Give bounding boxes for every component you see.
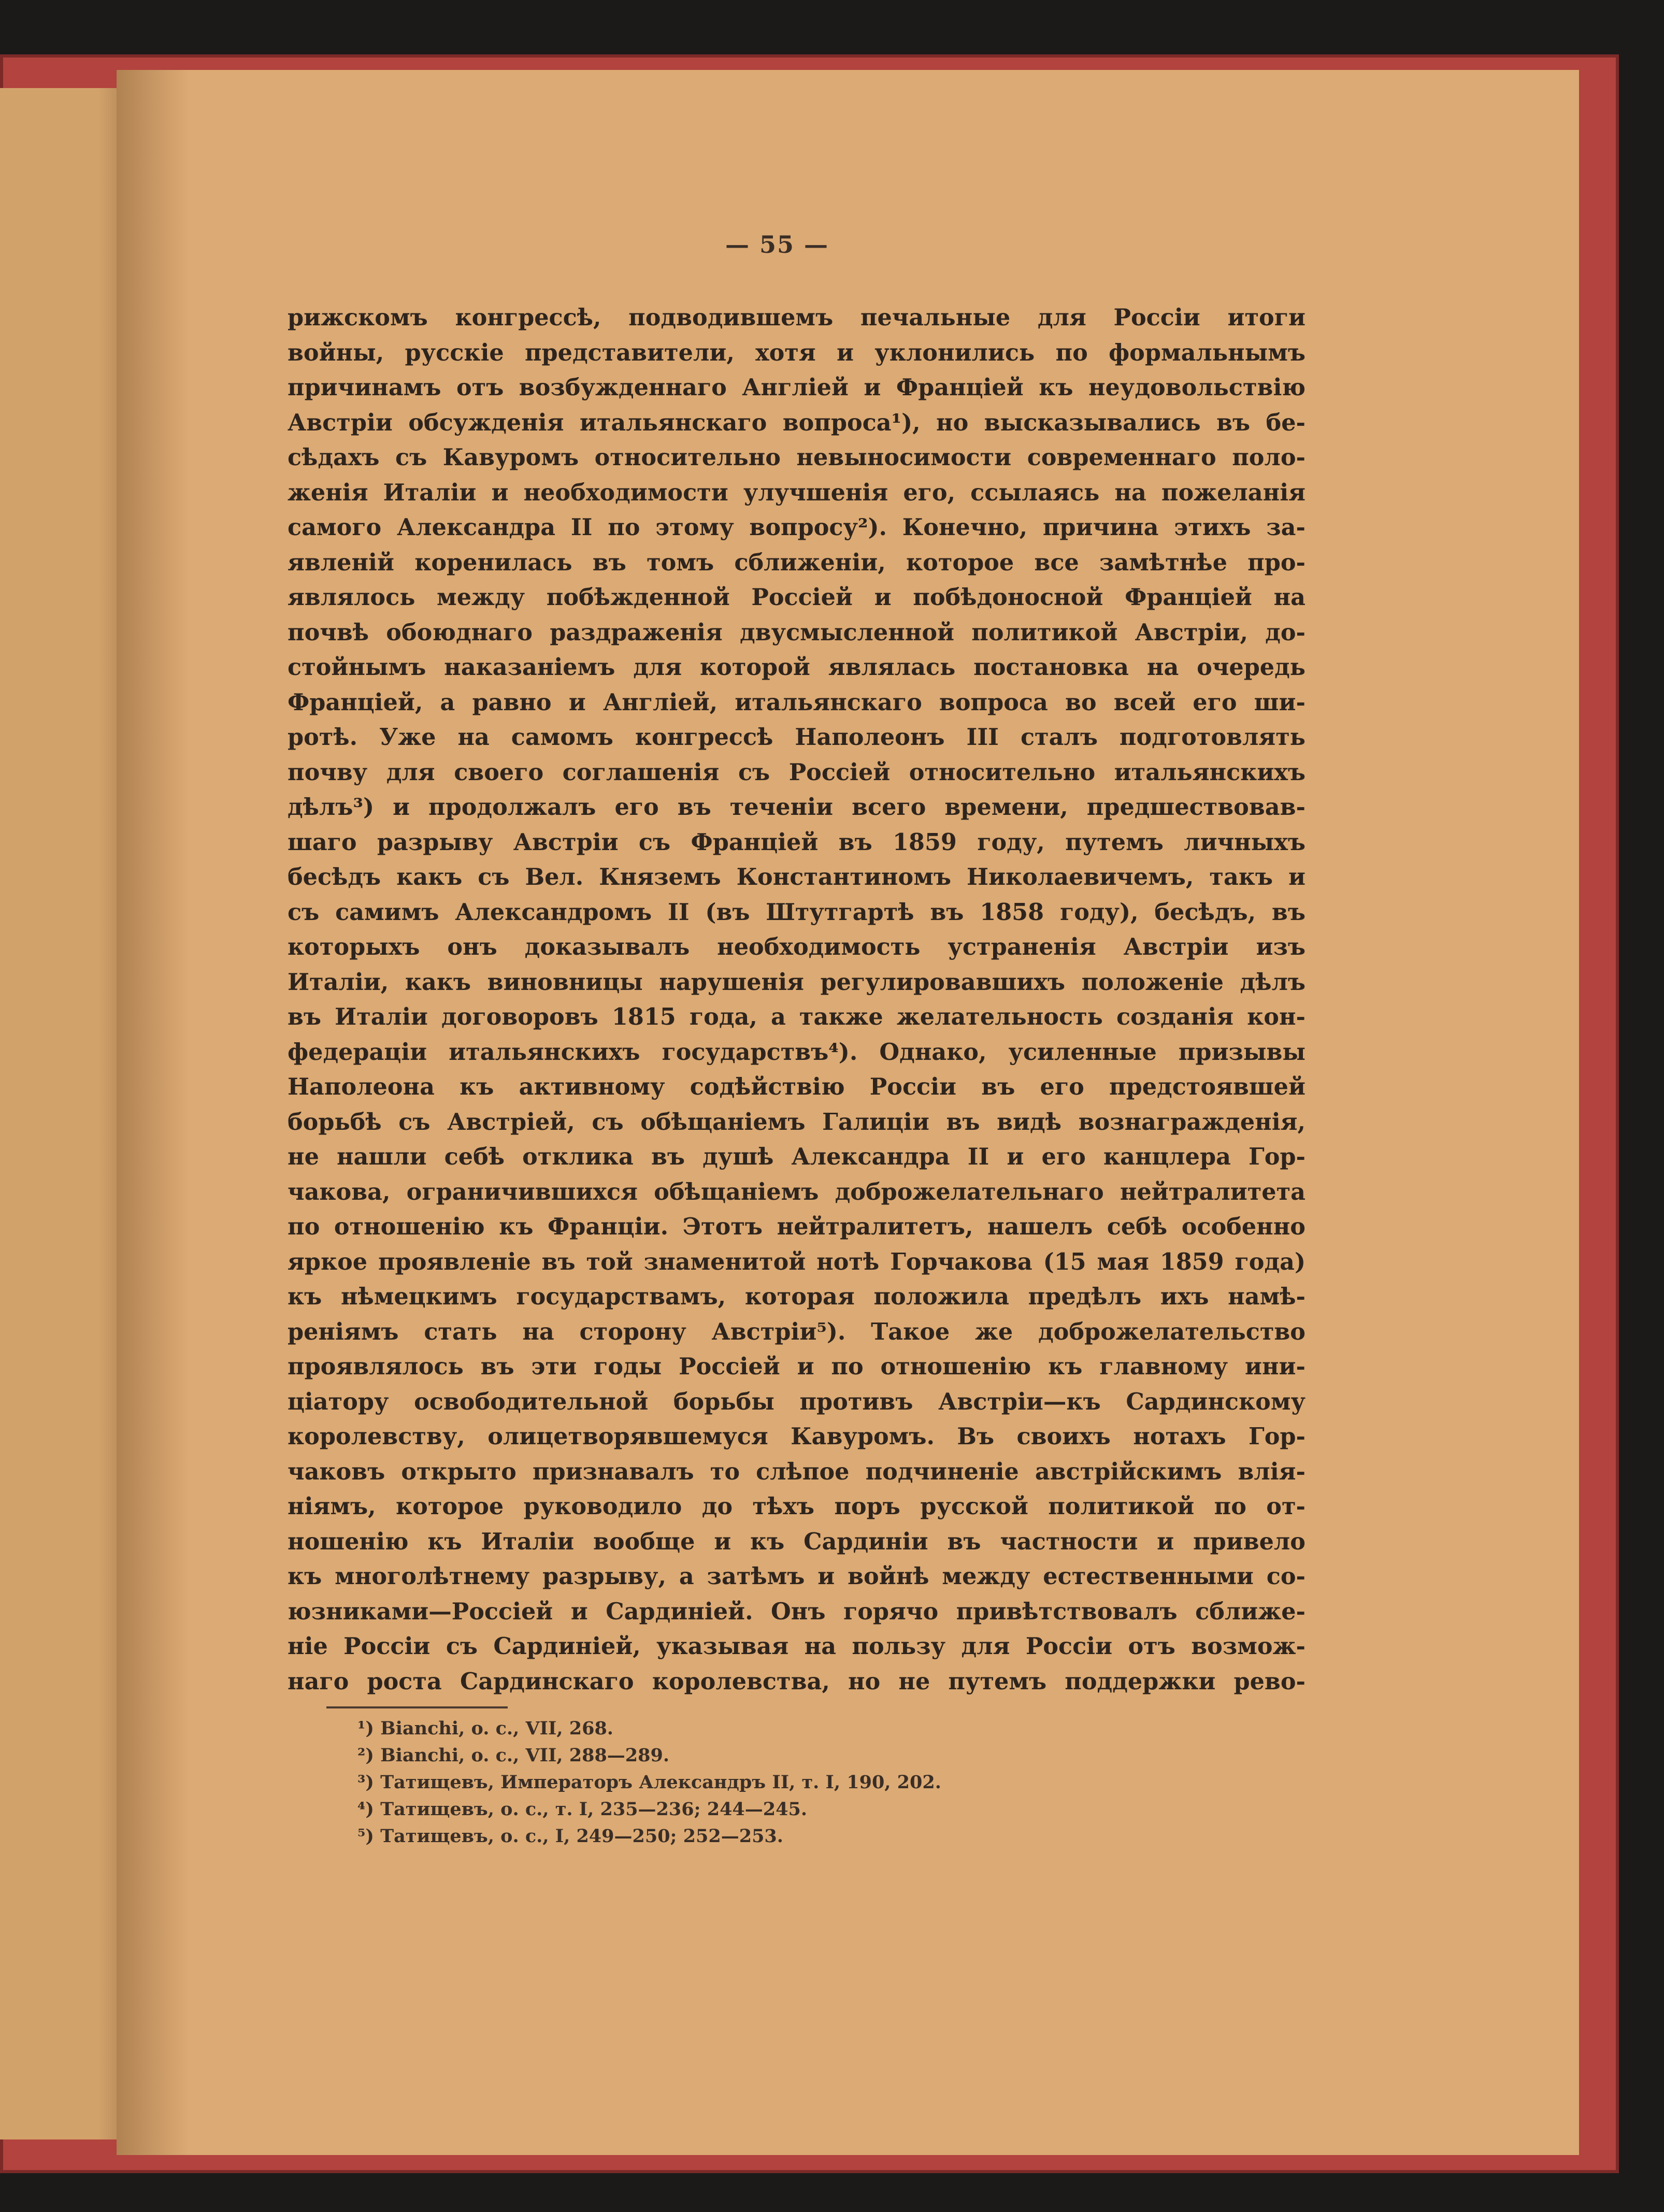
text-line: которыхъ онъ доказывалъ необходимость устраненія Австріи изъ xyxy=(288,933,1306,960)
text-line: Австріи обсужденія итальянскаго вопроса¹), но высказывались въ бе- xyxy=(288,409,1306,436)
footnote: ²) Bianchi, o. c., VII, 288—289. xyxy=(357,1745,670,1766)
text-line: проявлялось въ эти годы Россіей и по отношенію къ главному ини- xyxy=(288,1353,1306,1380)
text-line: реніямъ стать на сторону Австріи⁵). Такое же доброжелательство xyxy=(288,1318,1306,1345)
text-line: стойнымъ наказаніемъ для которой являлась постановка на очередь xyxy=(288,654,1306,681)
text-line: ніямъ, которое руководило до тѣхъ поръ русской политикой по от- xyxy=(288,1493,1306,1520)
text-line: чакова, ограничившихся обѣщаніемъ доброжелательнаго нейтралитета xyxy=(288,1178,1306,1205)
text-line: причинамъ отъ возбужденнаго Англіей и Франціей къ неудовольствію xyxy=(288,374,1306,401)
text-line: Франціей, а равно и Англіей, итальянскаго вопроса во всей его ши- xyxy=(288,688,1306,716)
text-line: съ самимъ Александромъ II (въ Штутгартѣ въ 1858 году), бесѣдъ, въ xyxy=(288,898,1306,926)
text-line: являлось между побѣжденной Россіей и побѣдоносной Франціей на xyxy=(288,584,1306,611)
text-line: почву для своего соглашенія съ Россіей относительно итальянскихъ xyxy=(288,758,1306,786)
footnote: ⁵) Татищевъ, о. с., I, 249—250; 252—253. xyxy=(357,1826,783,1847)
text-line: федераціи итальянскихъ государствъ⁴). Однако, усиленные призывы xyxy=(288,1038,1306,1066)
body-text xyxy=(288,300,1306,1699)
text-line: ротѣ. Уже на самомъ конгрессѣ Наполеонъ III сталъ подготовлять xyxy=(288,724,1306,751)
text-line: ношенію къ Италіи вообще и къ Сардиніи въ частности и привело xyxy=(288,1528,1306,1555)
text-line: къ нѣмецкимъ государствамъ, которая положила предѣлъ ихъ намѣ- xyxy=(288,1283,1306,1310)
text-line: въ Италіи договоровъ 1815 года, а также желательность созданія кон- xyxy=(288,1003,1306,1030)
text-line: ціатору освободительной борьбы противъ Австріи—къ Сардинскому xyxy=(288,1388,1306,1415)
text-line: къ многолѣтнему разрыву, а затѣмъ и войнѣ между естественными со- xyxy=(288,1563,1306,1590)
text-line: яркое проявленіе въ той знаменитой нотѣ Горчакова (15 мая 1859 года) xyxy=(288,1248,1306,1275)
text-line: самого Александра II по этому вопросу²). Конечно, причина этихъ за- xyxy=(288,514,1306,541)
text-line: чаковъ открыто признавалъ то слѣпое подчиненіе австрійскимъ влія- xyxy=(288,1458,1306,1485)
text-line: бесѣдъ какъ съ Вел. Княземъ Константиномъ Николаевичемъ, такъ и xyxy=(288,864,1306,890)
text-line: шаго разрыву Австріи съ Франціей въ 1859 году, путемъ личныхъ xyxy=(288,828,1306,856)
text-line: не нашли себѣ отклика въ душѣ Александра II и его канцлера Гор- xyxy=(288,1143,1306,1170)
footnote: ¹) Bianchi, o. c., VII, 268. xyxy=(357,1718,613,1739)
footnote: ⁴) Татищевъ, о. с., т. I, 235—236; 244—245. xyxy=(357,1799,808,1820)
text-line: борьбѣ съ Австріей, съ обѣщаніемъ Галиціи въ видѣ вознагражденія, xyxy=(288,1108,1306,1136)
text-line: явленій коренилась въ томъ сближеніи, которое все замѣтнѣе про- xyxy=(288,549,1306,576)
text-line: ніе Россіи съ Сардиніей, указывая на пользу для Россіи отъ возмож- xyxy=(288,1633,1306,1660)
text-line: королевству, олицетворявшемуся Кавуромъ. Въ своихъ нотахъ Гор- xyxy=(288,1423,1306,1450)
text-line: юзниками—Россіей и Сардиніей. Онъ горячо привѣтствовалъ сближе- xyxy=(288,1598,1306,1625)
text-line: Италіи, какъ виновницы нарушенія регулировавшихъ положеніе дѣлъ xyxy=(288,968,1306,996)
text-line: по отношенію къ Франціи. Этотъ нейтралитетъ, нашелъ себѣ особенно xyxy=(288,1213,1306,1240)
text-line: войны, русскіе представители, хотя и уклонились по формальнымъ xyxy=(288,339,1306,366)
text-line: почвѣ обоюднаго раздраженія двусмысленной политикой Австріи, до- xyxy=(288,619,1306,646)
text-line: женія Италіи и необходимости улучшенія его, ссылаясь на пожеланія xyxy=(288,479,1306,506)
text-line: сѣдахъ съ Кавуромъ относительно невыносимости современнаго поло- xyxy=(288,444,1306,471)
page-gutter-shadow xyxy=(117,70,189,2155)
text-line: наго роста Сардинскаго королевства, но не путемъ поддержки рево- xyxy=(288,1668,1306,1695)
page-number: — 55 — xyxy=(725,231,829,258)
footnotes xyxy=(357,1715,941,1850)
footnote: ³) Татищевъ, Императоръ Александръ II, т. I, 190, 202. xyxy=(357,1772,941,1793)
text-line: дѣлъ³) и продолжалъ его въ теченіи всего времени, предшествовав- xyxy=(288,794,1306,821)
footnote-rule xyxy=(326,1706,508,1708)
text-line: рижскомъ конгрессѣ, подводившемъ печальные для Россіи итоги xyxy=(288,304,1306,331)
text-line: Наполеона къ активному содѣйствію Россіи въ его предстоявшей xyxy=(288,1073,1306,1100)
